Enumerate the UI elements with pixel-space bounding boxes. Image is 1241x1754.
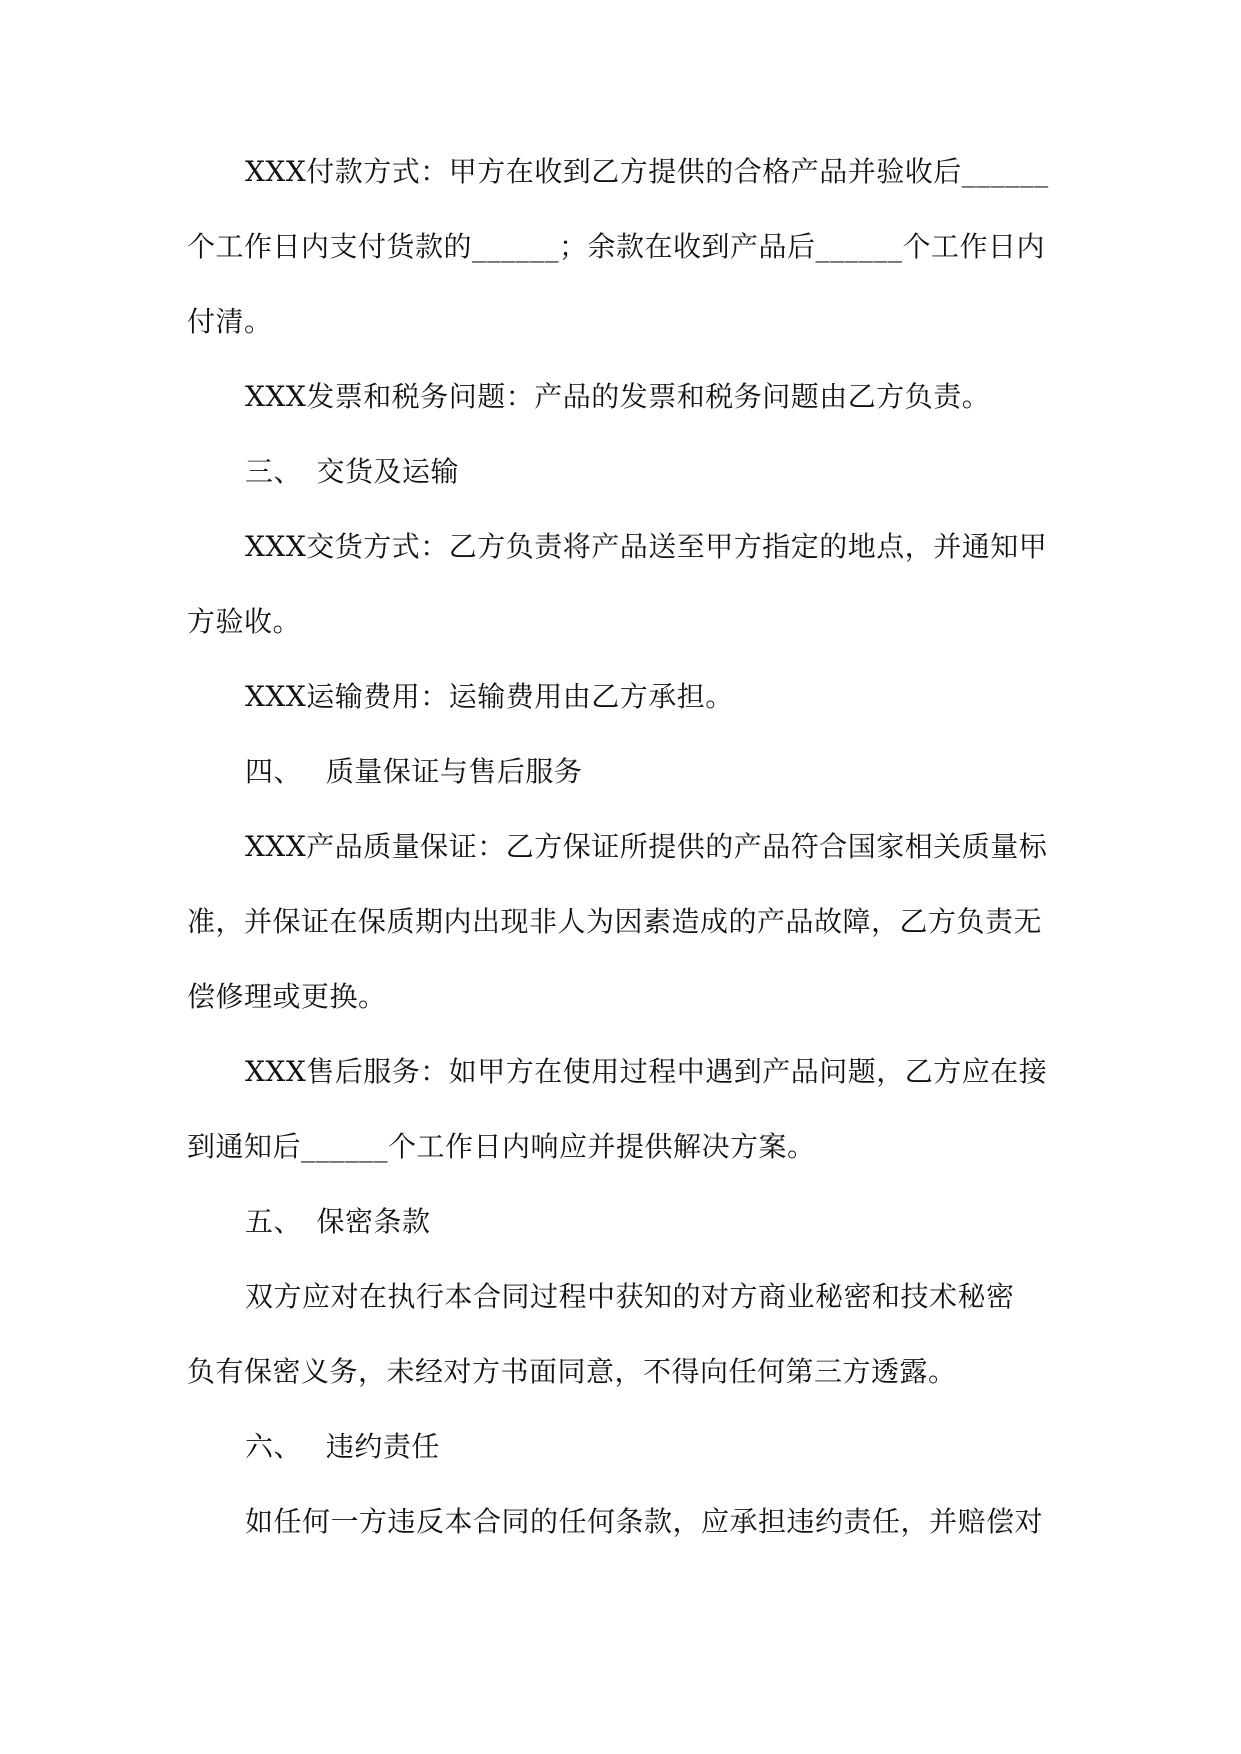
confidentiality-line-2: 负有保密义务，未经对方书面同意，不得向任何第三方透露。 bbox=[187, 1355, 957, 1388]
quality-guarantee-line-1: XXX产品质量保证：乙方保证所提供的产品符合国家相关质量标 bbox=[245, 830, 1048, 863]
quality-guarantee-line-2: 准，并保证在保质期内出现非人为因素造成的产品故障，乙方负责无 bbox=[187, 905, 1043, 938]
section-4-heading: 四、 质量保证与售后服务 bbox=[245, 755, 583, 788]
after-sales-line-2: 到通知后______个工作日内响应并提供解决方案。 bbox=[187, 1130, 816, 1163]
payment-method-line-2: 个工作日内支付货款的______；余款在收到产品后______个工作日内 bbox=[187, 230, 1046, 263]
section-5-heading: 五、 保密条款 bbox=[245, 1205, 431, 1238]
quality-guarantee-line-3: 偿修理或更换。 bbox=[187, 980, 387, 1013]
breach-liability-line-1: 如任何一方违反本合同的任何条款，应承担违约责任，并赔偿对 bbox=[245, 1505, 1044, 1538]
delivery-method-line-1: XXX交货方式：乙方负责将产品送至甲方指定的地点，并通知甲 bbox=[245, 530, 1048, 563]
after-sales-line-1: XXX售后服务：如甲方在使用过程中遇到产品问题，乙方应在接 bbox=[245, 1055, 1048, 1088]
payment-method-line-3: 付清。 bbox=[187, 305, 273, 338]
transport-cost-line: XXX运输费用：运输费用由乙方承担。 bbox=[245, 680, 734, 713]
payment-method-line-1: XXX付款方式：甲方在收到乙方提供的合格产品并验收后______ bbox=[245, 155, 1049, 188]
section-6-heading: 六、 违约责任 bbox=[245, 1430, 440, 1463]
invoice-tax-line: XXX发票和税务问题：产品的发票和税务问题由乙方负责。 bbox=[245, 380, 991, 413]
confidentiality-line-1: 双方应对在执行本合同过程中获知的对方商业秘密和技术秘密 bbox=[245, 1280, 1015, 1313]
delivery-method-line-2: 方验收。 bbox=[187, 605, 302, 638]
section-3-heading: 三、 交货及运输 bbox=[245, 455, 460, 488]
